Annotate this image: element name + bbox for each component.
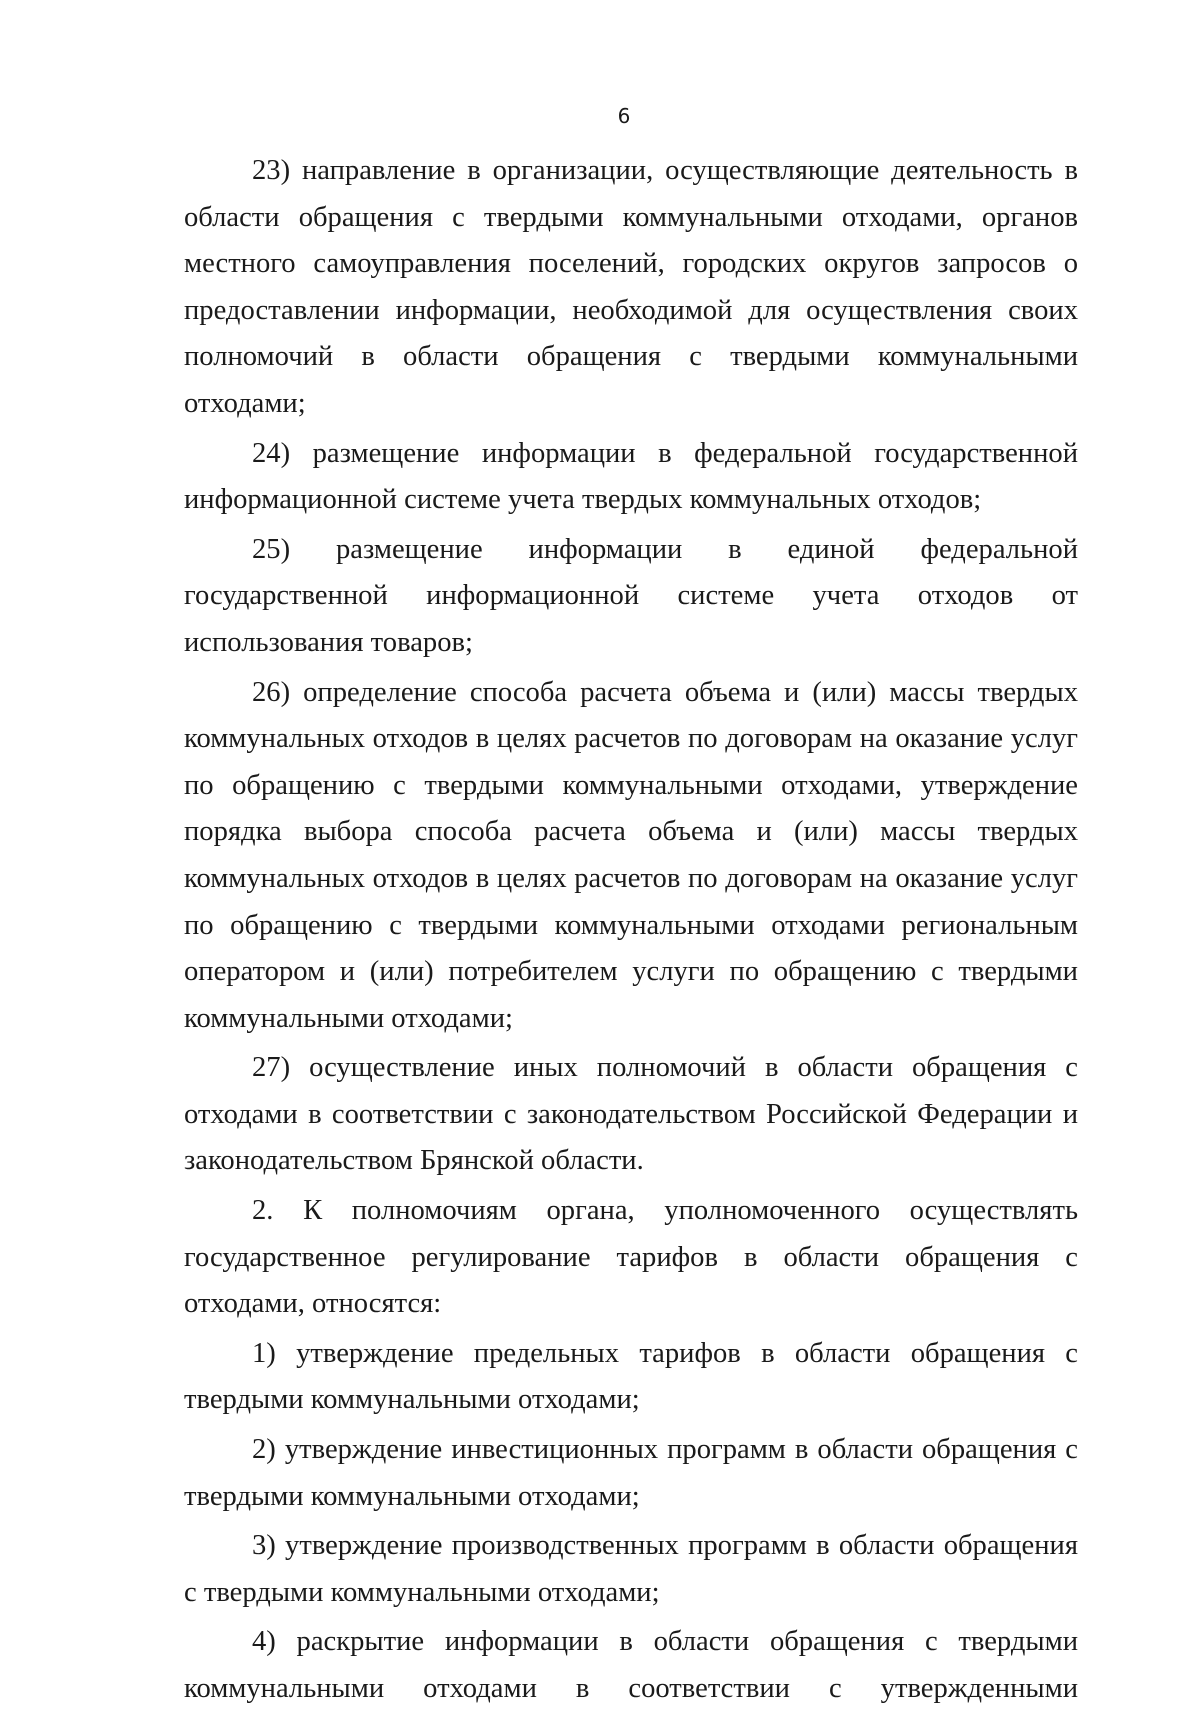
page-number: 6	[617, 104, 631, 128]
paragraph-section-2: 2. К полномочиям органа, уполномоченного осуществлять государственное регулирование тарифов в области обращения с отходами, относятся:	[184, 1195, 1078, 1320]
paragraph-subitem-2: 2) утверждение инвестиционных программ в области обращения с твердыми коммунальными отходами;	[184, 1434, 1078, 1512]
paragraph-item-25: 25) размещение информации в единой федеральной государственной информационной системе учета отходов от использования товаров;	[184, 533, 1078, 658]
paragraph-item-27: 27) осуществление иных полномочий в области обращения с отходами в соответствии с законодательством Российской Федерации и законодательством Брянской области.	[184, 1052, 1078, 1177]
paragraph-item-24: 24) размещение информации в федеральной государственной информационной системе учета твердых коммунальных отходов;	[184, 437, 1078, 516]
paragraph-item-26: 26) определение способа расчета объема и (или) массы твердых коммунальных отходов в целях расчетов по договорам на оказание услуг по обращению с твердыми коммунальными отходами, утверждение порядка выбора способа расчета объема и (или) массы твердых коммунальных отходов в целях расчетов по договорам на оказание услуг по обращению с твердыми коммунальными отходами региональным оператором и (или) потребителем услуги по обращению с твердыми коммунальными отходами;	[184, 676, 1078, 1034]
paragraph-subitem-4: 4) раскрытие информации в области обращения с твердыми коммунальными отходами в соответствии с утвержденными	[184, 1626, 1078, 1704]
paragraph-subitem-3: 3) утверждение производственных программ в области обращения с твердыми коммунальными отходами;	[184, 1530, 1078, 1608]
paragraph-subitem-1: 1) утверждение предельных тарифов в области обращения с твердыми коммунальными отходами;	[184, 1337, 1078, 1416]
paragraph-item-23: 23) направление в организации, осуществляющие деятельность в области обращения с твердыми коммунальными отходами, органов местного самоуправления поселений, городских округов запросов о предоставлении информации, необходимой для осуществления своих полномочий в области обращения с твердыми коммунальными отходами;	[184, 155, 1078, 419]
document-body	[184, 148, 1078, 1716]
